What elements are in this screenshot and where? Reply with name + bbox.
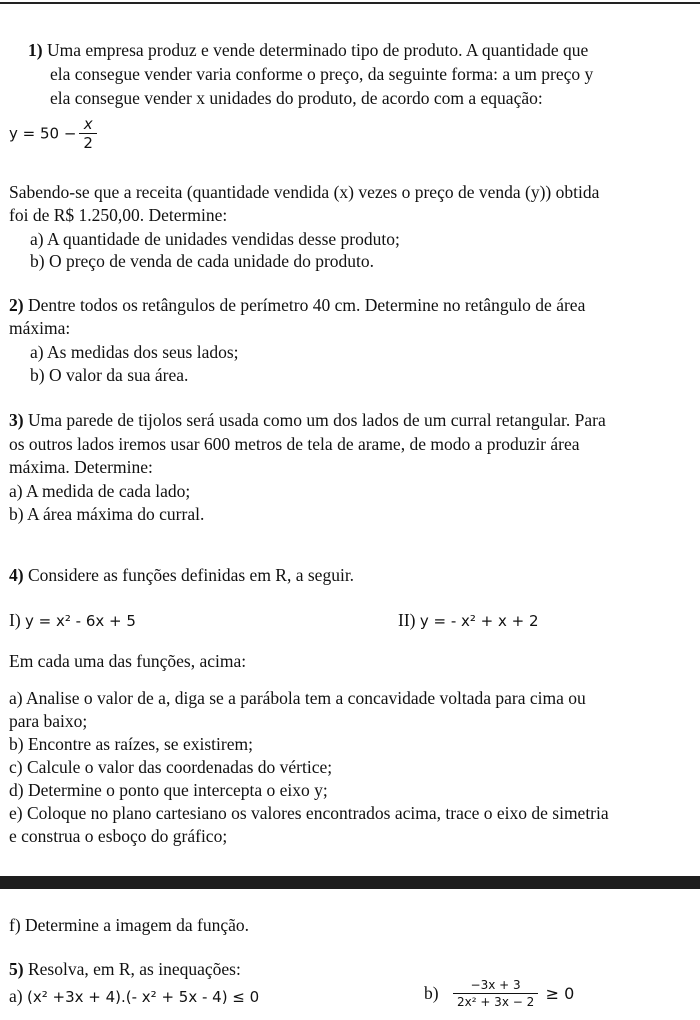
q2-line1-text: Dentre todos os retângulos de perímetro 40 cm. Determine no retângulo de área <box>27 295 586 315</box>
q1-line1 <box>28 40 588 60</box>
q1-line2: ela consegue vender varia conforme o preço, da seguinte forma: a um preço y <box>50 64 594 84</box>
q4-line1 <box>9 565 354 585</box>
q3-line1-text: Uma parede de tijolos será usada como um dos lados de um curral retangular. Para <box>27 410 606 430</box>
q2-item-b: b) O valor da sua área. <box>30 365 189 385</box>
q1-equation-lhs: y = 50 − <box>9 124 77 143</box>
q5-item-b-denominator: 2x² + 3x − 2 <box>453 993 538 1010</box>
q4-item-c: c) Calcule o valor das coordenadas do vértice; <box>9 757 333 777</box>
q1-equation-denominator: 2 <box>79 133 97 152</box>
q4-function-1-expression: y = x² - 6x + 5 <box>25 612 136 630</box>
q4-function-2-expression: y = - x² + x + 2 <box>419 612 539 630</box>
q5-line1-text: Resolva, em R, as inequações: <box>27 959 241 979</box>
q5-line1 <box>9 959 241 979</box>
q1-item-b: b) O preço de venda de cada unidade do produto. <box>30 251 375 271</box>
q4-item-a-line2: para baixo; <box>9 711 88 731</box>
page-break-bar <box>0 876 700 889</box>
q4-item-e-line2: e construa o esboço do gráfico; <box>9 826 228 846</box>
q4-function-1-label: I) <box>9 610 21 630</box>
q1-equation-numerator: x <box>83 115 93 133</box>
q4-function-1 <box>9 610 136 631</box>
q5-item-b-numerator: −3x + 3 <box>470 978 521 992</box>
q3-item-a: a) A medida de cada lado; <box>9 481 191 501</box>
q5-item-b-relation: ≥ 0 <box>545 984 575 1003</box>
q1-line3: ela consegue vender x unidades do produto, de acordo com a equação: <box>50 88 543 108</box>
q4-item-e-line1: e) Coloque no plano cartesiano os valores encontrados acima, trace o eixo de simetria <box>9 803 609 823</box>
q4-item-f: f) Determine a imagem da função. <box>9 915 250 935</box>
q4-number: 4) <box>9 565 24 585</box>
q3-number: 3) <box>9 410 24 430</box>
top-rule <box>0 2 700 4</box>
q4-line1-text: Considere as funções definidas em R, a seguir. <box>27 565 355 585</box>
q1-text2: foi de R$ 1.250,00. Determine: <box>9 205 228 225</box>
q4-function-2-label: II) <box>398 610 416 630</box>
q5-item-a-label: a) <box>9 986 23 1006</box>
q1-number: 1) <box>28 40 43 60</box>
q4-function-2 <box>398 610 539 631</box>
q3-line1 <box>9 410 606 430</box>
q4-intro: Em cada uma das funções, acima: <box>9 651 247 671</box>
q2-number: 2) <box>9 295 24 315</box>
q3-line2: os outros lados iremos usar 600 metros de tela de arame, de modo a produzir área <box>9 434 580 454</box>
q1-item-a: a) A quantidade de unidades vendidas desse produto; <box>30 229 400 249</box>
q5-item-b-label: b) <box>424 983 439 1003</box>
q1-text1: Sabendo-se que a receita (quantidade vendida (x) vezes o preço de venda (y)) obtida <box>9 182 600 202</box>
q3-item-b: b) A área máxima do curral. <box>9 504 205 524</box>
q1-line1-text: Uma empresa produz e vende determinado tipo de produto. A quantidade que <box>46 40 589 60</box>
q3-line3: máxima. Determine: <box>9 457 153 477</box>
q5-item-a <box>9 986 259 1007</box>
q4-item-b: b) Encontre as raízes, se existirem; <box>9 734 253 754</box>
q5-number: 5) <box>9 959 24 979</box>
q2-item-a: a) As medidas dos seus lados; <box>30 342 239 362</box>
q2-line2: máxima: <box>9 318 71 338</box>
q1-equation <box>9 115 100 152</box>
q1-equation-fraction <box>79 115 97 152</box>
q5-item-b-fraction <box>453 977 538 1010</box>
q2-line1 <box>9 295 585 315</box>
q5-item-b <box>424 977 574 1010</box>
q4-item-a-line1: a) Analise o valor de a, diga se a parábola tem a concavidade voltada para cima ou <box>9 688 586 708</box>
q4-item-d: d) Determine o ponto que intercepta o eixo y; <box>9 780 328 800</box>
q5-item-a-expression: (x² +3x + 4).(- x² + 5x - 4) ≤ 0 <box>26 988 260 1006</box>
